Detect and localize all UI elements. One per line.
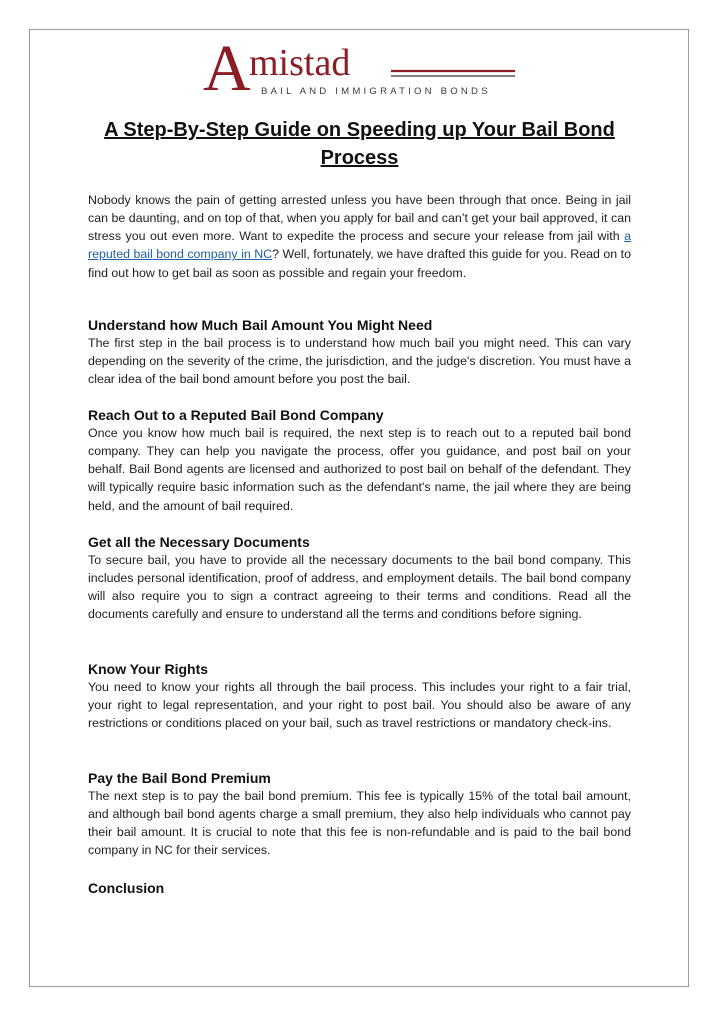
page-title: A Step-By-Step Guide on Speeding up Your Bail Bond Process	[104, 119, 615, 169]
section-body: To secure bail, you have to provide all the necessary documents to the bail bond company. This includes personal identification, proof of address, and employment details. The bail bond company will also require you to sign a contract agreeing to their terms and conditions. Read all the documents carefully and ensure to understand all the terms and conditions before signing.	[88, 553, 631, 622]
section-heading: Pay the Bail Bond Premium	[88, 770, 271, 786]
logo-wordmark: mistad	[249, 42, 351, 84]
intro-text-after: ? Well, fortunately, we have drafted this guide for you. Read on to find out how to get bail as soon as possible and regain your freedom.	[88, 247, 632, 280]
section-body: The first step in the bail process is to understand how much bail you might need. This can vary depending on the severity of the crime, the jurisdiction, and the judge's discretion. You must have a clear idea of the bail bond amount before you post the bail.	[88, 336, 631, 387]
logo-initial: A	[203, 32, 251, 105]
logo-tagline: BAIL AND IMMIGRATION BONDS	[261, 86, 491, 97]
conclusion-heading: Conclusion	[88, 880, 165, 896]
intro-text-before: Nobody knows the pain of getting arrested unless you have been through that once. Being in jail can be daunting, and on top of that, when you apply for bail and can’t get your bail approved, it can stress you out even more. Want to expedite the process and secure your release from jail with	[88, 193, 631, 244]
section-heading: Know Your Rights	[88, 661, 209, 677]
bail-bond-company-link[interactable]: a reputed bail bond company in NC	[88, 229, 631, 262]
section-heading: Reach Out to a Reputed Bail Bond Company	[88, 407, 384, 423]
section-heading: Understand how Much Bail Amount You Might Need	[88, 317, 433, 333]
intro-paragraph	[88, 191, 631, 282]
amistad-logo	[203, 32, 523, 105]
section-body: The next step is to pay the bail bond premium. This fee is typically 15% of the total bail amount, and although bail bond agents charge a small premium, they also help individuals who cannot pay their bail amount. It is crucial to note that this fee is non-refundable and is paid to the bail bond company in NC for their services.	[88, 789, 631, 858]
section-heading: Get all the Necessary Documents	[88, 534, 310, 550]
section-body: You need to know your rights all through the bail process. This includes your right to a fair trial, your right to legal representation, and your right to post bail. You should also be aware of any restrictions or conditions placed on your bail, such as travel restrictions or mandatory check-ins.	[88, 680, 631, 731]
section-body: Once you know how much bail is required, the next step is to reach out to a reputed bail bond company. They can help you navigate the process, offer you guidance, and post bail on your behalf. Bail Bond agents are licensed and authorized to post bail on behalf of the defendant. They will typically require basic information such as the defendant's name, the jail where they are being held, and the amount of bail required.	[88, 426, 631, 513]
